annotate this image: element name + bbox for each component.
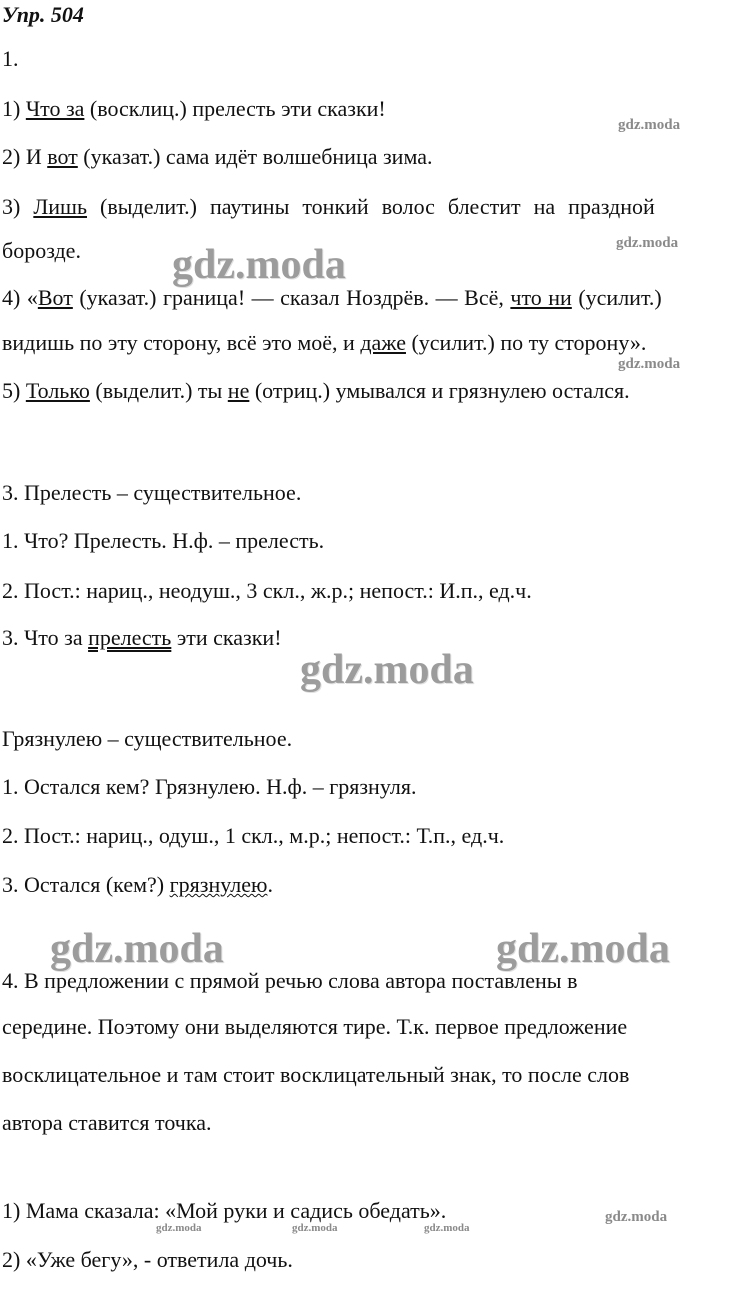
explanation-line-3: восклицательное и там стоит восклицательный знак, то после слов xyxy=(2,1062,630,1087)
particle-word: Вот xyxy=(37,285,73,310)
particle-word: что ни xyxy=(510,285,572,310)
example-1: 1) Мама сказала: «Мой руки и садись обедать». xyxy=(2,1198,447,1223)
explanation-line-2: середине. Поэтому они выделяются тире. Т.к. первое предложение xyxy=(2,1014,628,1039)
watermark: gdz.moda xyxy=(618,117,681,133)
sentence-2: 2) И вот (указат.) сама идёт волшебница зима. xyxy=(2,144,433,169)
watermark: gdz.moda xyxy=(292,1222,338,1234)
sentence-4-continuation: видишь по эту сторону, всё это моё, и даже (усилит.) по ту сторону». xyxy=(2,330,647,355)
analysis-point-1: 1. Что? Прелесть. Н.ф. – прелесть. xyxy=(2,528,325,553)
particle-word: даже xyxy=(360,330,406,355)
watermark: gdz.moda xyxy=(172,242,346,288)
explanation-line-4: автора ставится точка. xyxy=(2,1110,212,1135)
sentence-4: 4) «Вот (указат.) граница! — сказал Ноздрёв. — Всё, что ни (усилит.) xyxy=(2,285,662,310)
exercise-title: Упр. 504 xyxy=(2,2,84,27)
particle-word: Лишь xyxy=(33,194,87,219)
watermark: gdz.moda xyxy=(618,356,681,372)
sentence-5: 5) Только (выделит.) ты не (отриц.) умывался и грязнулею остался. xyxy=(2,378,630,403)
particle-word: Только xyxy=(25,378,90,403)
analysis-point-2b: 2. Пост.: нариц., одуш., 1 скл., м.р.; непост.: Т.п., ед.ч. xyxy=(2,823,505,848)
particle-word: вот xyxy=(47,144,78,169)
analysis-point-1b: 1. Остался кем? Грязнулею. Н.ф. – грязнуля. xyxy=(2,774,417,799)
watermark: gdz.moda xyxy=(50,926,224,972)
analysis-heading-1: 3. Прелесть – существительное. xyxy=(2,480,302,505)
watermark: gdz.moda xyxy=(616,235,679,251)
watermark: gdz.moda xyxy=(605,1209,668,1225)
particle-word: не xyxy=(227,378,250,403)
analysis-point-3b: 3. Остался (кем?) грязнулею. xyxy=(2,872,273,897)
subject-word: прелесть xyxy=(88,625,172,650)
sentence-3: 3) Лишь (выделит.) паутины тонкий волос блестит на праздной xyxy=(2,194,655,219)
watermark: gdz.moda xyxy=(300,647,474,693)
example-2: 2) «Уже бегу», - ответила дочь. xyxy=(2,1247,293,1272)
particle-word: Что за xyxy=(25,96,85,121)
watermark: gdz.moda xyxy=(156,1222,202,1234)
analysis-point-3: 3. Что за прелесть эти сказки! xyxy=(2,625,282,650)
sentence-3-continuation: борозде. xyxy=(2,238,81,263)
analysis-point-2: 2. Пост.: нариц., неодуш., 3 скл., ж.р.; непост.: И.п., ед.ч. xyxy=(2,578,532,603)
sentence-1: 1) Что за (восклиц.) прелесть эти сказки! xyxy=(2,96,386,121)
watermark: gdz.moda xyxy=(496,926,670,972)
explanation-line-1: 4. В предложении с прямой речью слова автора поставлены в xyxy=(2,968,578,993)
section-number: 1. xyxy=(2,46,19,71)
watermark: gdz.moda xyxy=(424,1222,470,1234)
analysis-heading-2: Грязнулею – существительное. xyxy=(2,726,293,751)
object-word: грязнулею xyxy=(169,872,268,897)
